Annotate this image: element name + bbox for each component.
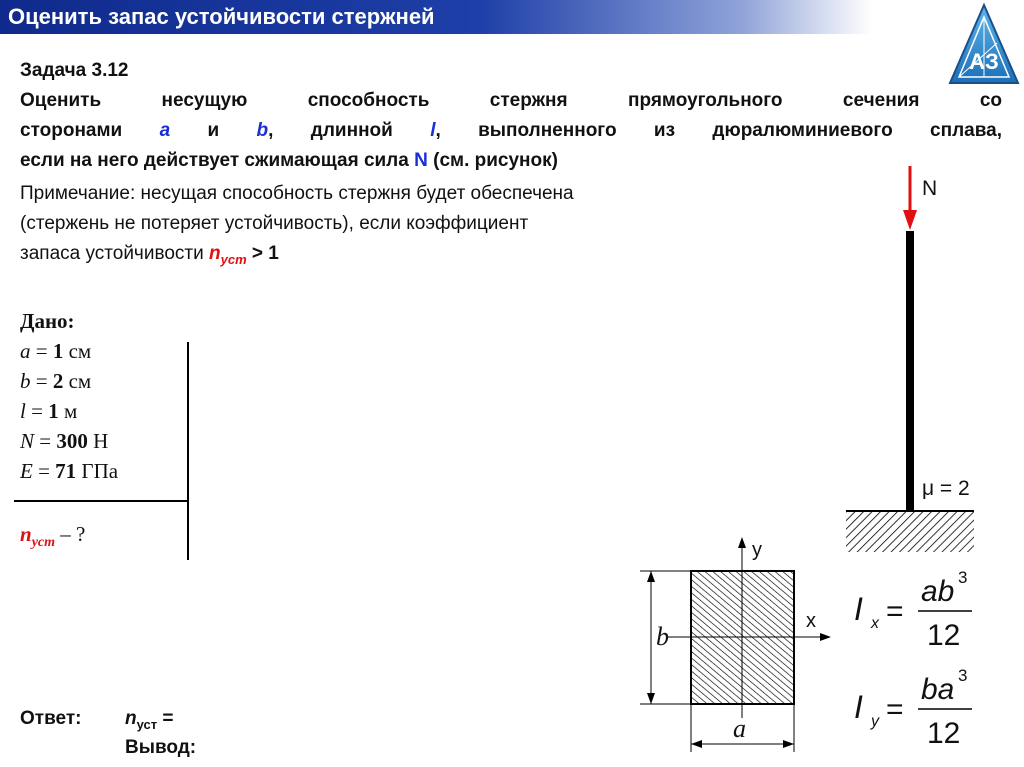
given-eq: = [30,339,53,363]
task-text: и [170,120,257,141]
find-subscript: уст [31,535,56,551]
answer-eq: = [157,708,174,729]
given-unit: м [58,399,78,423]
given-value: 1 [48,399,59,423]
given-eq: = [34,429,57,453]
given-symbol: b [20,369,31,393]
given-eq: = [25,399,49,423]
axis-x-label: x [806,610,816,632]
dim-a-label: a [733,714,746,743]
symbol-l: l [430,120,436,141]
given-title: Дано: [20,309,75,333]
axis-y-label: y [752,539,762,561]
symbol-n: N [414,150,428,171]
find-symbol: n [20,522,32,546]
note-line-2: (стержень не потеряет устойчивость), если коэффициент [20,213,529,234]
force-label: N [922,177,938,200]
note-line-3-text: запаса устойчивости [20,243,209,264]
task-text: (см. рисунок) [427,150,558,171]
given-unit: см [63,339,92,363]
formula-ix-num: ab [921,575,955,608]
formula-ix-eq: = [886,595,904,628]
symbol-a: a [159,120,171,141]
dim-a-arrow-right [783,740,794,748]
task-text: сторонами [20,120,160,141]
formula-ix [854,568,972,652]
formula-iy-num: ba [921,673,955,706]
formula-ix-exp: 3 [958,568,968,587]
task-text: , выполненного из дюралюминиевого сплава, [435,120,1002,141]
formula-iy [854,666,972,750]
symbol-b: b [256,120,269,141]
dim-b-label: b [656,622,669,651]
formula-ix-den: 12 [927,619,961,652]
given-unit: ГПа [76,459,119,483]
task-text: если на него действует сжимающая сила [20,150,415,171]
formula-ix-sub: x [871,615,879,632]
n-symbol: n [209,243,221,264]
dim-a-arrow-left [691,740,702,748]
given-unit: Н [87,429,109,453]
n-subscript: уст [220,251,247,267]
given-eq: = [30,369,53,393]
force-arrow-head [903,210,917,230]
axis-y-arrow [738,537,746,548]
dim-b-arrow-bottom [647,693,655,704]
given-symbol: E [20,459,33,483]
find-question: – ? [55,522,86,546]
given-symbol: a [20,339,31,363]
condition: > 1 [246,243,279,264]
formula-iy-den: 12 [927,717,961,750]
given-eq: = [32,459,56,483]
given-value: 1 [52,339,64,363]
dim-b-arrow-top [647,571,655,582]
conclusion-label: Вывод: [125,737,197,758]
formula-iy-exp: 3 [958,666,968,685]
formula-iy-lhs: I [854,689,863,725]
task-number: Задача 3.12 [20,60,129,81]
given-value: 300 [56,429,88,453]
task-text: , длинной [268,120,431,141]
answer-symbol: n [125,708,137,729]
given-symbol: l [20,399,26,423]
mu-label: μ = 2 [922,477,970,500]
given-unit: см [63,369,92,393]
task-line-1-text: Оценить несущую способность стержня прямоугольного сечения со [20,90,1002,111]
page-title: Оценить запас устойчивости стержней [8,4,435,29]
given-value: 71 [55,459,77,483]
logo-text: АЗ [969,49,999,74]
answer-subscript: уст [136,716,158,732]
rod [906,231,914,510]
formula-iy-sub: y [871,713,879,730]
given-symbol: N [20,429,35,453]
formula-ix-lhs: I [854,591,863,627]
given-value: 2 [52,369,64,393]
answer-label: Ответ: [20,708,82,729]
axis-x-arrow [820,633,831,641]
fixed-support [846,512,974,552]
formula-iy-eq: = [886,693,904,726]
note-line-1: Примечание: несущая способность стержня будет обеспечена [20,183,574,204]
